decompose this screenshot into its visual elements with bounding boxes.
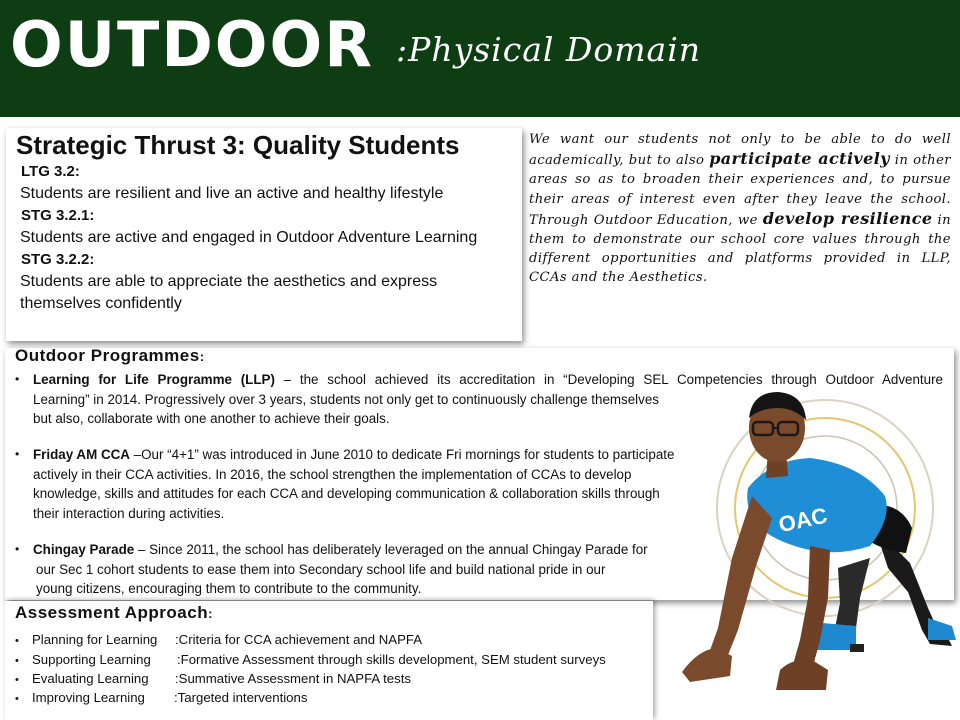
bullet-icon: • <box>15 655 19 667</box>
goal-label: STG 3.2.2: <box>21 251 95 268</box>
goal-text: Students are active and engaged in Outdoor Adventure Learning <box>20 229 478 246</box>
goal-text: Students are resilient and live an active and healthy lifestyle <box>20 185 444 202</box>
strategic-thrust-box <box>6 128 522 341</box>
programme-line-text: – Since 2011, the school has deliberately leveraged on the annual Chingay Parade for <box>134 542 648 557</box>
shirt-print: OAC <box>776 502 830 538</box>
programme-line: knowledge, skills and attitudes for each CCA and developing communication & collaboration skills through <box>33 486 660 501</box>
student-hand <box>776 660 828 690</box>
title-banner <box>0 0 960 117</box>
bullet-icon: • <box>15 674 19 686</box>
programme-text <box>33 540 648 599</box>
student-arm <box>792 546 830 670</box>
programmes-heading <box>15 346 205 366</box>
programme-name: Friday AM CCA <box>33 447 130 462</box>
assessment-item <box>15 669 411 690</box>
strategic-thrust-goals <box>20 161 518 315</box>
vision-emphasis: develop resilience <box>762 208 933 228</box>
assessment-item <box>15 650 606 671</box>
strategic-thrust-title: Strategic Thrust 3: Quality Students <box>16 130 460 160</box>
student-watch <box>850 644 864 652</box>
bullet-icon: • <box>15 693 19 705</box>
vision-text: in other areas so as to broaden their experiences and, to pursue their areas of interest even after they leave the school. Through Outdoor Education, we <box>529 153 951 228</box>
assessment-value: :Criteria for CCA achievement and NAPFA <box>175 632 423 647</box>
assessment-heading-text: Assessment Approach <box>15 603 209 622</box>
programme-line: our Sec 1 cohort students to ease them into Secondary school life and build national pride in our <box>36 561 606 577</box>
programme-line: but also, collaborate with one another to achieve their goals. <box>33 411 390 426</box>
assessment-key: Supporting Learning <box>32 652 151 667</box>
goal-label: STG 3.2.1: <box>21 207 95 224</box>
programme-line: Learning” in 2014. Progressively over 3 years, students not only get to continuously challenge themselves <box>33 391 659 407</box>
student-photo <box>660 378 958 718</box>
vision-text: We want our students not only to be able to do well academically, but to also <box>529 132 951 169</box>
programme-line-text: – the school achieved its accreditation in “Developing SEL Competencies through Outdoor Adventure <box>274 372 943 387</box>
student-shoe <box>928 618 956 640</box>
assessment-value: :Summative Assessment in NAPFA tests <box>175 671 411 686</box>
programme-line <box>33 540 648 560</box>
programme-line: actively in their CCA activities. In 2016, the school strengthen the implementation of CCAs to develop <box>33 466 632 482</box>
vision-emphasis: participate actively <box>709 149 890 169</box>
student-hand <box>682 648 732 682</box>
programme-name: Chingay Parade <box>33 542 135 557</box>
goal-text: Students are able to appreciate the aesthetics and express themselves confidently <box>20 273 438 312</box>
assessment-value: :Targeted interventions <box>174 690 308 705</box>
assessment-key: Planning for Learning <box>32 632 158 647</box>
bullet-icon: • <box>15 542 20 556</box>
bullet-icon: • <box>15 372 20 386</box>
assessment-item <box>15 688 307 709</box>
programme-line: their interaction during activities. <box>33 505 225 521</box>
programme-line-text: –Our “4+1” was introduced in June 2010 to dedicate Fri mornings for students to participate <box>129 447 675 462</box>
bullet-icon: • <box>15 635 19 647</box>
vision-text: in them to demonstrate our school core values through the different opportunities and platforms provided in LLP, CCAs and the Aesthetics. <box>529 212 951 286</box>
programme-name: Learning for Life Programme (LLP) <box>33 372 275 387</box>
assessment-heading <box>15 603 213 623</box>
programme-text <box>33 445 674 523</box>
slide-title: OUTDOOR <box>10 8 374 81</box>
assessment-item <box>15 630 422 651</box>
goal-label: LTG 3.2: <box>21 163 80 180</box>
programme-line: young citizens, encouraging them to contribute to the community. <box>36 581 422 596</box>
assessment-key: Improving Learning <box>32 690 145 705</box>
vision-statement <box>529 130 951 345</box>
slide-subtitle: :Physical Domain <box>396 30 702 69</box>
assessment-approach-box <box>5 601 653 720</box>
programmes-heading-text: Outdoor Programmes <box>15 346 200 365</box>
assessment-value: :Formative Assessment through skills development, SEM student surveys <box>177 652 606 667</box>
bullet-icon: • <box>15 447 20 461</box>
programmes-heading-colon: : <box>199 349 205 364</box>
programme-line <box>33 445 674 465</box>
assessment-heading-colon: : <box>208 606 213 621</box>
assessment-key: Evaluating Learning <box>32 671 149 686</box>
